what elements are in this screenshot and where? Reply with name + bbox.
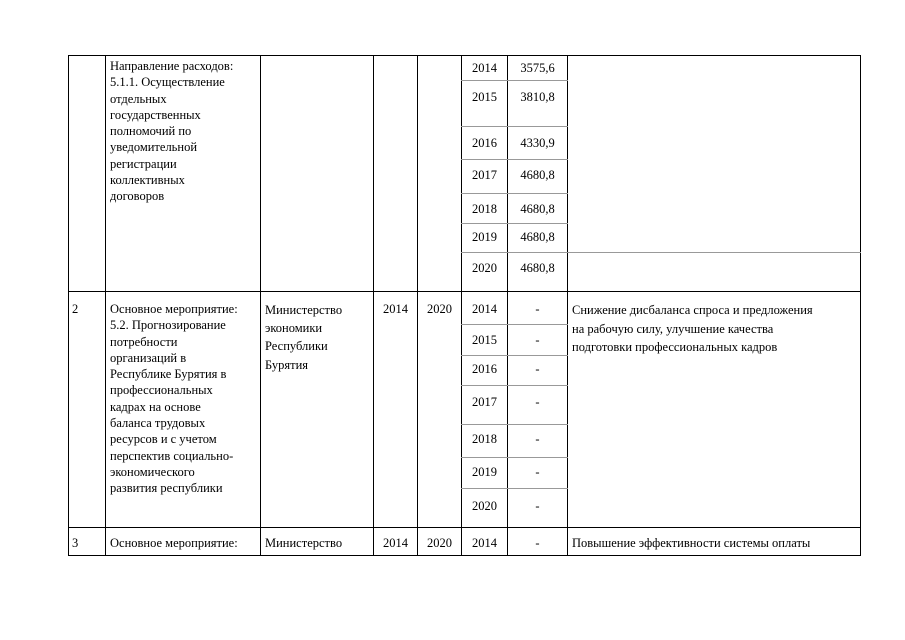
border-row-1-bottom: [68, 291, 861, 292]
row-2-value-2014: -: [535, 302, 540, 316]
border-col-value: [567, 55, 568, 556]
border-col-activity: [260, 55, 261, 556]
row-1-year-2020: 2020: [472, 261, 497, 275]
row-2-value-2018: -: [535, 432, 540, 446]
border-row-2-bottom: [68, 527, 861, 528]
row-2-value-2017: -: [535, 395, 540, 409]
subrow-line: [461, 159, 568, 160]
border-col-num: [105, 55, 106, 556]
row-2-number: 2: [72, 302, 79, 316]
row-1-value-2014: 3575,6: [520, 61, 555, 75]
subrow-line: [461, 355, 568, 356]
row-1-value-2017: 4680,8: [520, 168, 555, 182]
subrow-line: [461, 252, 861, 253]
subrow-line: [461, 193, 568, 194]
row-3-number: 3: [72, 536, 79, 550]
row-2-activity: Основное мероприятие: 5.2. Прогнозирование потребности организаций в Республике Бурятия в профессиональных кадрах на основе баланса трудовых ресурсов и с учетом перспектив социально- экономического развития республики: [110, 302, 238, 496]
row-2-result: Снижение дисбаланса спроса и предложения на рабочую силу, улучшение качества подготовки профессиональных кадров: [572, 303, 813, 354]
row-2-year-2016: 2016: [472, 362, 497, 376]
row-3-end-year: 2020: [427, 536, 452, 550]
row-2-executor: Министерство экономики Республики Бурятия: [265, 303, 343, 372]
row-2-year-2018: 2018: [472, 432, 497, 446]
row-2-year-2020: 2020: [472, 499, 497, 513]
row-2-value-2019: -: [535, 465, 540, 479]
border-right: [860, 55, 861, 556]
subrow-line: [461, 488, 568, 489]
row-2-value-2015: -: [535, 333, 540, 347]
subrow-line: [461, 385, 568, 386]
subrow-line: [461, 457, 568, 458]
row-1-year-2014: 2014: [472, 61, 497, 75]
row-2-year-2017: 2017: [472, 395, 497, 409]
row-1-activity: Направление расходов: 5.1.1. Осуществление отдельных государственных полномочий по уведомительной регистрации коллективных договоров: [110, 59, 234, 204]
row-1-year-2016: 2016: [472, 136, 497, 150]
subrow-line: [461, 223, 568, 224]
row-3-activity: Основное мероприятие:: [110, 536, 238, 550]
row-3-executor: Министерство: [265, 536, 343, 550]
row-1-value-2016: 4330,9: [520, 136, 555, 150]
row-1-year-2019: 2019: [472, 230, 497, 244]
row-2-year-2019: 2019: [472, 465, 497, 479]
row-1-year-2015: 2015: [472, 90, 497, 104]
subrow-line: [461, 80, 568, 81]
row-1-value-2019: 4680,8: [520, 230, 555, 244]
row-3-year-2014: 2014: [472, 536, 497, 550]
border-bottom: [68, 555, 861, 556]
row-3-start-year: 2014: [383, 536, 408, 550]
row-1-year-2018: 2018: [472, 202, 497, 216]
subrow-line: [461, 324, 568, 325]
subrow-line: [461, 424, 568, 425]
row-1-year-2017: 2017: [472, 168, 497, 182]
border-left: [68, 55, 69, 556]
row-2-end-year: 2020: [427, 302, 452, 316]
row-2-year-2014: 2014: [472, 302, 497, 316]
row-1-value-2018: 4680,8: [520, 202, 555, 216]
row-1-value-2015: 3810,8: [520, 90, 555, 104]
row-2-value-2016: -: [535, 362, 540, 376]
row-2-year-2015: 2015: [472, 333, 497, 347]
row-1-value-2020: 4680,8: [520, 261, 555, 275]
row-3-result: Повышение эффективности системы оплаты: [572, 536, 811, 550]
row-2-start-year: 2014: [383, 302, 408, 316]
border-top: [68, 55, 861, 56]
subrow-line: [461, 126, 568, 127]
row-2-value-2020: -: [535, 499, 540, 513]
row-3-value-2014: -: [535, 536, 540, 550]
